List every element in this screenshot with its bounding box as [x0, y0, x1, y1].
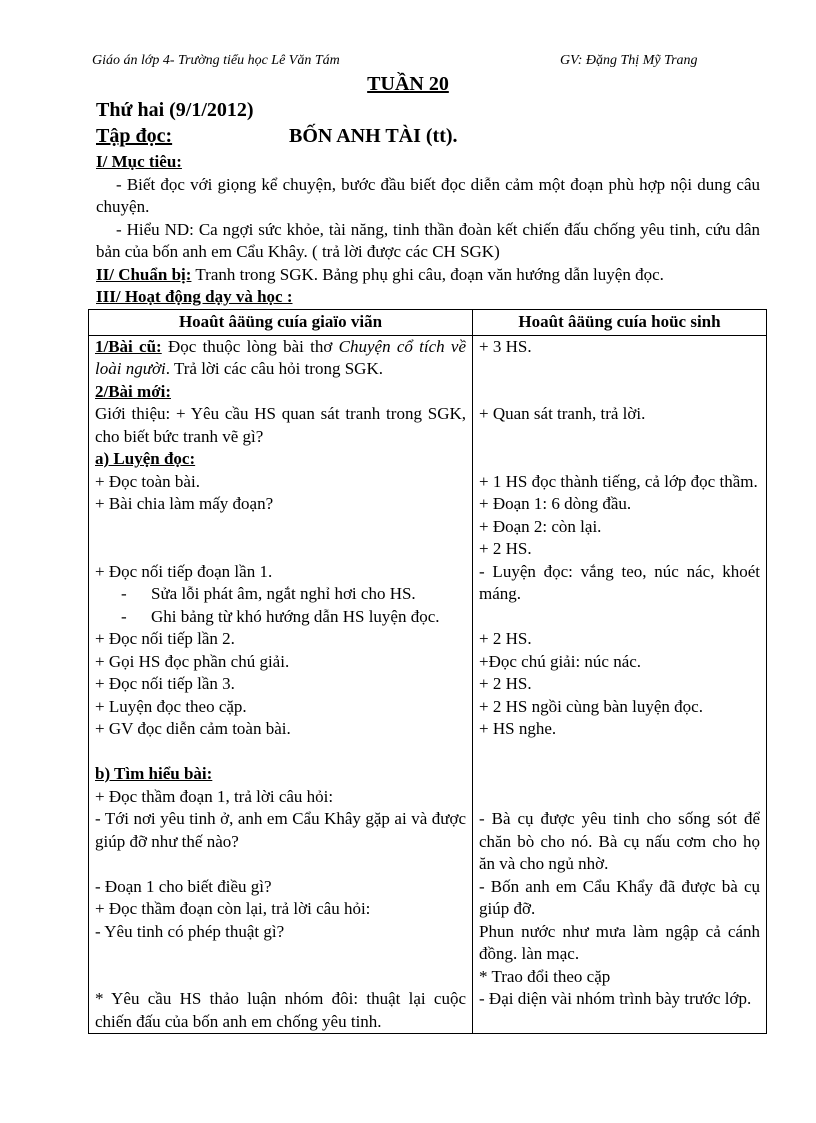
preparation-heading: II/ Chuẩn bị:: [96, 264, 192, 284]
teacher-step: + Bài chia làm mấy đoạn?: [95, 494, 274, 513]
teacher-substep-text: - Ghi bảng từ khó hướng dẫn HS luyện đọc.: [151, 606, 440, 626]
student-step: + 2 HS ngồi cùng bàn luyện đọc.: [479, 696, 703, 716]
week-title: TUẦN 20: [367, 73, 449, 95]
teacher-step: - Tới nơi yêu tinh ở, anh em Cẩu Khây gặp ai và được giúp đỡ như thế nào?: [95, 809, 466, 851]
objective-2: - Hiểu ND: Ca ngợi sức khỏe, tài năng, tinh thần đoàn kết chiến đấu chống yêu tinh, cứu dân bản của bốn anh em Cẩu Khây. ( trả lời được các CH SGK): [96, 219, 760, 261]
student-step: * Trao đổi theo cặp: [479, 966, 611, 986]
preparation-line: [96, 264, 760, 287]
student-step: - Đại diện vài nhóm trình bày trước lớp.: [479, 989, 752, 1008]
preparation-text: Tranh trong SGK. Bảng phụ ghi câu, đoạn văn hướng dẫn luyện đọc.: [191, 264, 664, 284]
teacher-substep: [95, 606, 466, 629]
teacher-substep-text: - Sửa lỗi phát âm, ngắt nghỉ hơi cho HS.: [151, 584, 416, 603]
activities-table: [88, 309, 767, 1034]
objectives-heading: I/ Mục tiêu:: [96, 152, 182, 171]
reading-practice-label: a) Luyện đọc:: [95, 449, 196, 468]
teacher-step: + Luyện đọc theo cặp.: [95, 696, 247, 716]
teacher-step: - Đoạn 1 cho biết điều gì?: [95, 876, 272, 896]
student-step: + 2 HS.: [479, 539, 532, 558]
teacher-step: + Đọc toàn bài.: [95, 471, 200, 491]
student-step: + 2 HS.: [479, 674, 532, 693]
teacher-step: - Yêu tinh có phép thuật gì?: [95, 921, 285, 941]
teacher-cell: [89, 335, 473, 1034]
teacher-step: + Đọc nối tiếp lần 2.: [95, 629, 235, 648]
teacher-step: + Đọc thầm đoạn 1, trả lời câu hỏi:: [95, 786, 334, 806]
teacher-step: * Yêu cầu HS thảo luận nhóm đôi: thuật lại cuộc chiến đấu của bốn anh em chống yêu tinh.: [95, 989, 466, 1031]
student-step: + Quan sát tranh, trả lời.: [479, 404, 646, 423]
table-row: [89, 335, 767, 1034]
comprehension-label: b) Tìm hiểu bài:: [95, 764, 213, 783]
student-cell: [473, 335, 767, 1034]
student-step: + 3 HS.: [479, 336, 532, 356]
day-date: Thứ hai (9/1/2012): [96, 99, 254, 121]
poem-title: Chuyện cổ tích về loài người: [95, 336, 467, 378]
teacher-step: + Đọc nối tiếp đoạn lần 1.: [95, 561, 273, 581]
header-teacher: GV: Đặng Thị Mỹ Trang: [560, 53, 698, 68]
table-header-row: [89, 310, 767, 336]
review-text-2: . Trả lời các câu hỏi trong SGK.: [165, 359, 383, 378]
student-column-header: Hoaût âäüng cuía hoüc sinh: [473, 310, 767, 336]
student-step: Phun nước như mưa làm ngập cả cánh đồng. làn mạc.: [479, 921, 760, 963]
student-step: + Đoạn 1: 6 dòng đầu.: [479, 494, 632, 513]
student-step: + HS nghe.: [479, 719, 557, 738]
student-step: + 2 HS.: [479, 629, 532, 648]
student-step: - Bà cụ được yêu tinh cho sống sót để chăn bò cho nó. Bà cụ nấu cơm cho họ ăn và cho ngủ nhờ.: [479, 809, 760, 873]
student-step: +Đọc chú giải: núc nác.: [479, 651, 642, 671]
subject-label: Tập đọc:: [96, 125, 173, 147]
activities-heading: III/ Hoạt động dạy và học :: [96, 287, 293, 306]
teacher-substep: [95, 583, 466, 606]
teacher-step: + GV đọc diễn cảm toàn bài.: [95, 719, 291, 738]
student-step: + 1 HS đọc thành tiếng, cả lớp đọc thầm.: [479, 471, 758, 491]
review-text: Đọc thuộc lòng bài thơ: [161, 336, 339, 356]
teacher-column-header: Hoaût âäüng cuía giaïo viãn: [89, 310, 473, 336]
lesson-title: BỐN ANH TÀI (tt).: [289, 125, 458, 147]
header-school: Giáo án lớp 4- Trường tiểu học Lê Văn Tám: [92, 53, 340, 68]
objectives-section: [96, 151, 760, 309]
objective-1: - Biết đọc với giọng kể chuyện, bước đầu biết đọc diễn cảm một đoạn phù hợp nội dung câu chuyện.: [96, 174, 760, 216]
review-label: 1/Bài cũ:: [95, 336, 162, 356]
student-step: - Luyện đọc: vắng teo, núc nác, khoét máng.: [479, 561, 760, 603]
teacher-step: + Gọi HS đọc phần chú giải.: [95, 651, 290, 671]
teacher-step: + Đọc thầm đoạn còn lại, trả lời câu hỏi:: [95, 899, 371, 918]
intro-text: Giới thiệu: + Yêu cầu HS quan sát tranh trong SGK, cho biết bức tranh vẽ gì?: [95, 404, 466, 446]
teacher-step: + Đọc nối tiếp lần 3.: [95, 674, 235, 693]
new-lesson-label: 2/Bài mới:: [95, 381, 171, 401]
student-step: + Đoạn 2: còn lại.: [479, 516, 602, 536]
review-item: [95, 336, 466, 381]
student-step: - Bốn anh em Cẩu Khẩy đã được bà cụ giúp đỡ.: [479, 876, 760, 918]
